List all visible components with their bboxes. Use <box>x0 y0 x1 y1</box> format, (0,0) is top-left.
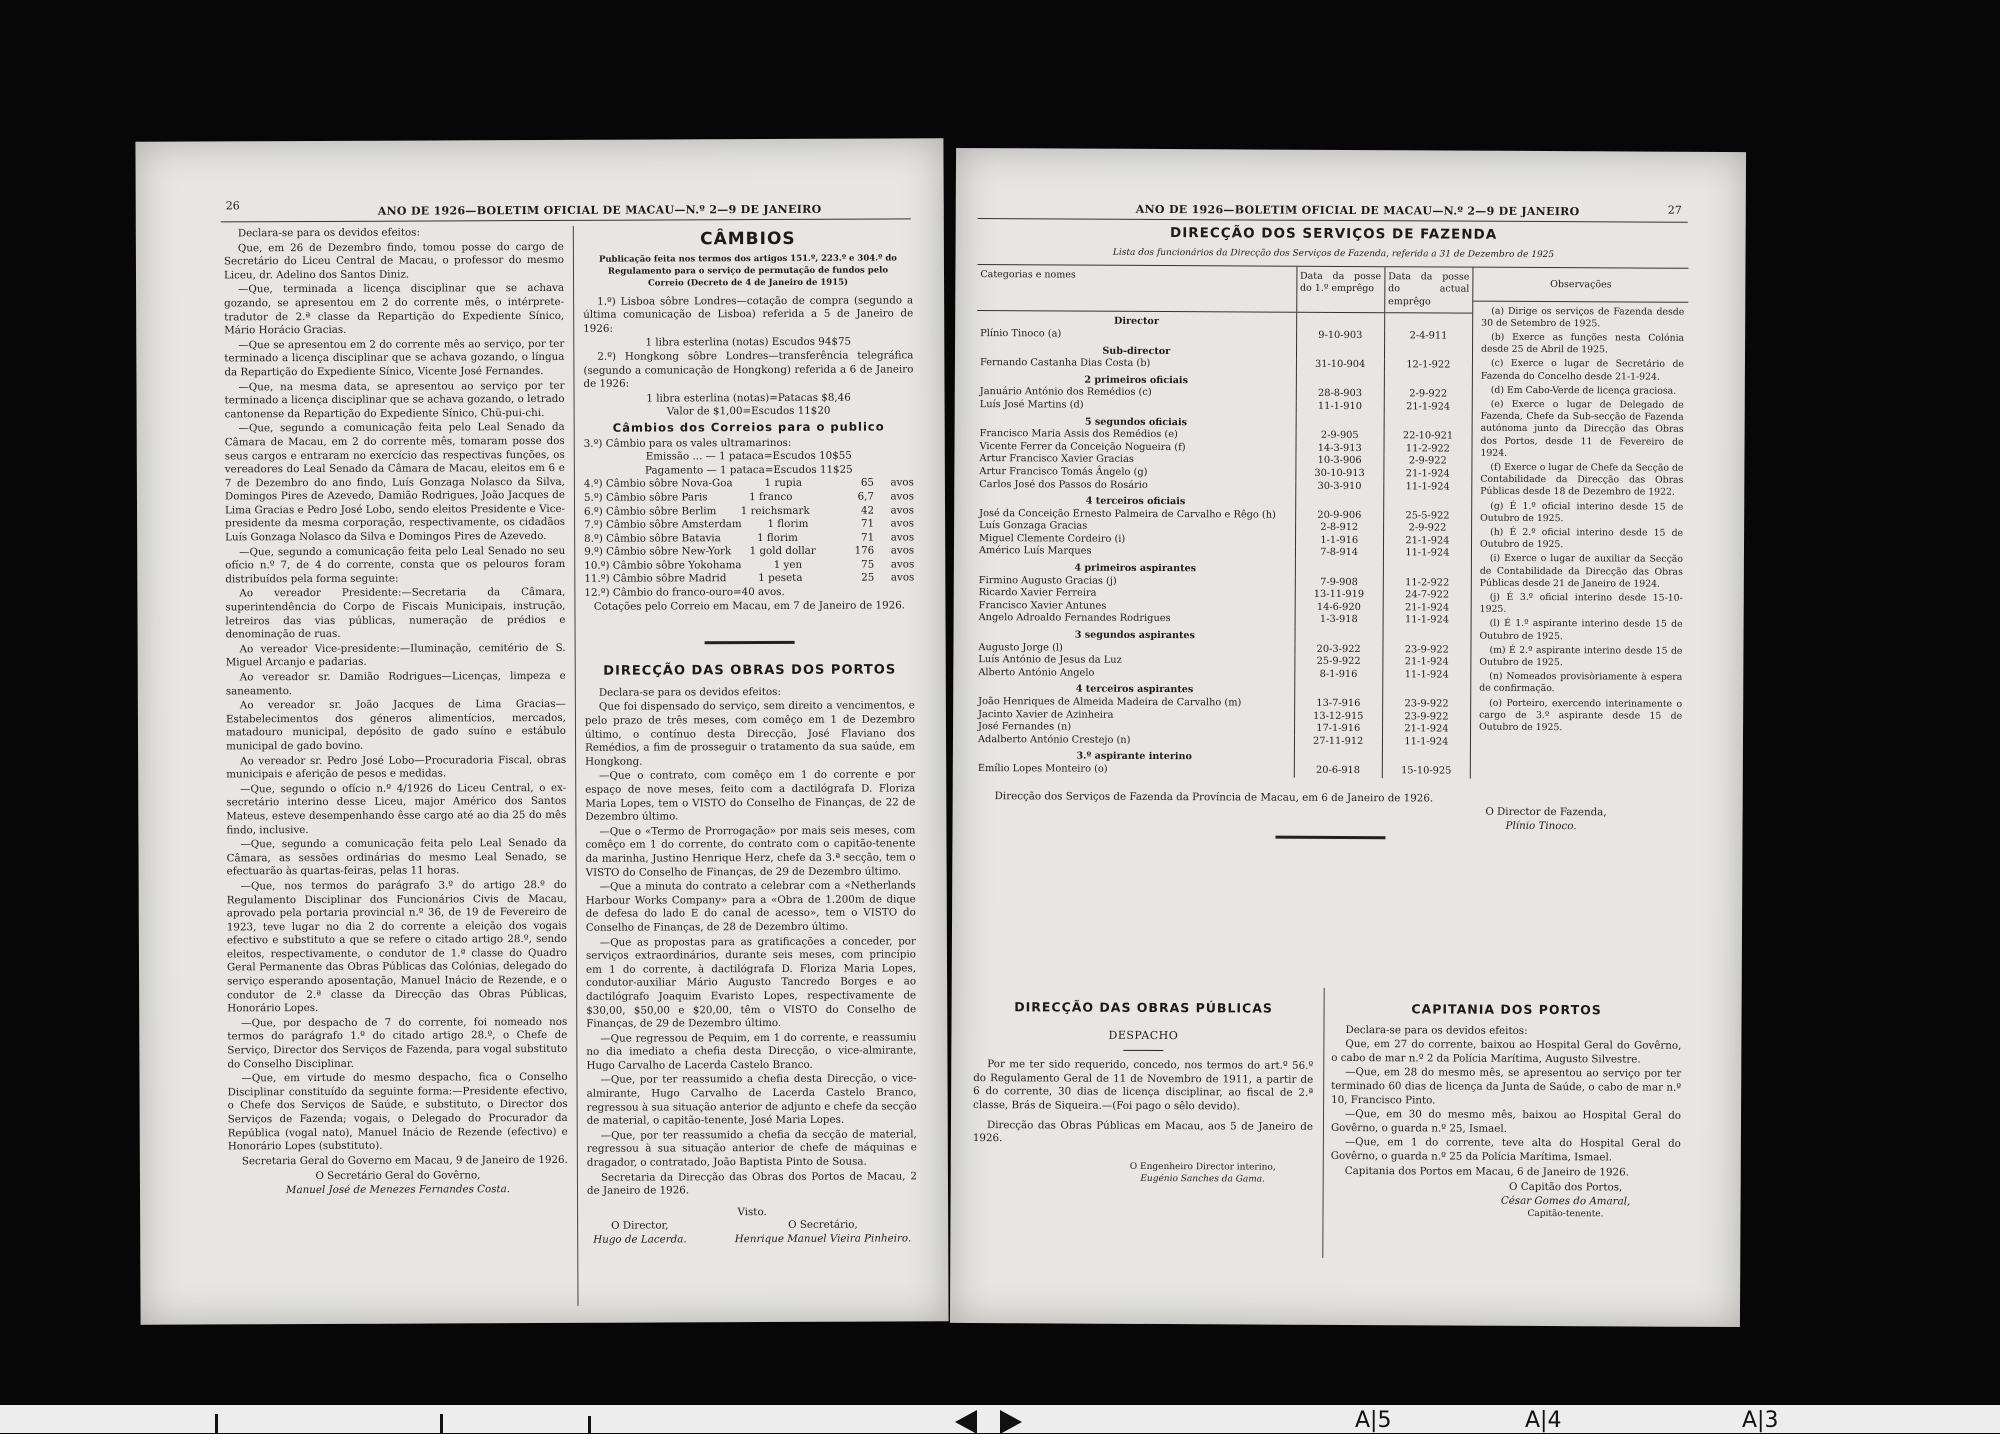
first-appointment-date: 20-9-906 <box>1295 509 1383 522</box>
observation-note: (d) Em Cabo-Verde de licença graciosa. <box>1490 384 1677 397</box>
observation-note: (h) É 2.º oficial interino desde 15 de Outubro de 1925. <box>1479 526 1684 551</box>
strip-tick <box>215 1414 218 1433</box>
obras-publicas-section <box>973 994 1314 1186</box>
current-appointment-date: 23-9-922 <box>1382 711 1470 724</box>
current-appointment-date: 21-1-924 <box>1382 723 1470 736</box>
paragraph: Declara-se para os devidos efeitos: <box>237 226 420 240</box>
paragraph: —Que, segundo a comunicação feita pelo Leal Senado da Câmara de Macau, em 2 do corrente mês, tomaram posse dos seus cargos e entraram no exercício das respectivas funções, os vereadores do Leal Senado da Câmara de Macau, eleitos em 6 e 7 de Dezembro do ano findo, Luís Gonzaga Nolasco da Silva, Domingos Pires de Azevedo, Damião Rodrigues, João Jacques de Lima Gracias e Pedro José Lobo, sendo eleitos Presidente e Vice-presidente da mesma corporação, respectivamente, os cidadãos Luís Gonzaga Nolasco da Silva e Domingos Pires de Azevedo. <box>224 421 566 544</box>
capitania-sign-name: César Gomes do Amaral, <box>1500 1194 1631 1208</box>
employee-name: Fernando Castanha Dias Costa (b) <box>979 357 1151 370</box>
paragraph: Declara-se para os devidos efeitos: <box>1345 1023 1528 1037</box>
cambio-3-pagamento: Pagamento — 1 pataca=Escudos 11$25 <box>644 463 853 477</box>
paragraph: —Que, nos termos do parágrafo 3.º do artigo 28.º do Regulamento Disciplinar dos Funcionários Civis de Macau, aprovado pela portaria provincial n.º 36, de 19 de Fevereiro de 1923, teve lugar no dia 2 do corrente a eleição dos vogais efectivo e substituto a que se refere o citado artigo 28.º, sendo eleitos, respectivamente, o condutor de 1.ª classe do Quadro Geral Permanente das Obras Públicas das Colónias, delegado do serviço esperando aposentação, Manuel Inácio de Rezende, e o condutor de 2.ª classe da Direcção das Obras Públicas, Honorário Lopes. <box>226 878 568 1015</box>
fazenda-footer: Direcção dos Serviços de Fazenda da Província de Macau, em 6 de Janeiro de 1926. <box>994 789 1434 805</box>
rate-currency: avos <box>890 503 915 516</box>
employee-name: Francisco Xavier Antunes <box>978 599 1107 612</box>
current-appointment-date: 11-1-924 <box>1384 481 1472 494</box>
correios-title: Câmbios dos Correios para o publico <box>612 419 885 435</box>
header-rule <box>978 218 1688 223</box>
rate-currency: avos <box>890 558 915 571</box>
current-appointment-date: 2-4-911 <box>1384 330 1472 343</box>
employee-name: Emílio Lopes Monteiro (o) <box>977 763 1108 775</box>
employee-name: José da Conceição Ernesto Palmeira de Carvalho e Rêgo (h) <box>979 507 1276 521</box>
first-appointment-date: 1-1-916 <box>1295 535 1383 548</box>
rate-row <box>584 572 914 587</box>
rate-value: 71 <box>860 517 875 530</box>
category-label: 2 primeiros oficiais <box>1084 374 1189 386</box>
observation-note: (e) Exerce o lugar de Delegado de Fazenda, Chefe da Sub-secção de Fazenda autónoma junto da Direcção das Obras dos Portos, desde 11 de Fevereiro de 1924. <box>1480 398 1684 459</box>
category-label: 4 terceiros aspirantes <box>1075 683 1194 696</box>
rate-unit: 1 yen <box>773 558 803 571</box>
fazenda-sign-title: O Director de Fazenda, <box>1485 805 1607 819</box>
employee-name: Luís António de Jesus da Luz <box>978 654 1122 667</box>
first-appointment-date: 14-6-920 <box>1295 602 1383 615</box>
strip-tick <box>440 1414 443 1433</box>
paragraph: Secretaria da Direcção das Obras dos Portos de Macau, 2 de Janeiro de 1926. <box>586 1169 917 1198</box>
cambio-3: 3.º) Câmbio para os vales ultramarinos: <box>583 436 792 450</box>
rate-unit: 1 reichsmark <box>740 504 810 517</box>
page-header: ANO DE 1926—BOLETIM OFICIAL DE MACAU—N.º 2—9 DE JANEIRO <box>377 202 822 218</box>
current-appointment-date: 2-9-922 <box>1383 522 1471 535</box>
observation-note: (o) Porteiro, exercendo interinamente o cargo de 3.º aspirante desde 15 de Outubro de 1925. <box>1479 697 1683 734</box>
current-appointment-date: 24-7-922 <box>1383 589 1471 602</box>
paragraph: —Que, segundo a comunicação feita pelo Leal Senado no seu ofício n.º 7, de 4 do corrente, consta que os pelouros foram distribuídos pela forma seguinte: <box>225 544 566 586</box>
current-appointment-date: 23-9-922 <box>1383 644 1471 657</box>
paragraph: —Que o «Termo de Prorrogação» por mais seis meses, com comêço em 1 do corrente, do contrato com o capitão-tenente da marinha, Justino Henrique Herz, chefe da 3.ª secção, tem o VISTO do Conselho de Finanças, de 29 de Dezembro último. <box>585 824 916 879</box>
declarations-column <box>224 226 568 1198</box>
column-divider <box>1322 988 1324 1258</box>
paragraph: Secretaria Geral do Governo em Macau, 9 de Janeiro de 1926. <box>241 1153 568 1168</box>
current-appointment-date: 22-10-921 <box>1384 430 1472 443</box>
observation-note: (m) É 2.º aspirante interino desde 15 de Outubro de 1925. <box>1479 644 1683 669</box>
current-appointment-date: 11-1-924 <box>1383 615 1471 628</box>
obras-portos-title: DIRECÇÃO DAS OBRAS DOS PORTOS <box>603 662 897 679</box>
rate-currency: avos <box>890 476 914 489</box>
rate-unit: 1 rupia <box>764 477 802 490</box>
rate-name: 10.º) Câmbio sôbre Yokohama <box>584 559 742 572</box>
cambio-1-value: 1 libra esterlina (notas) Escudos 94$75 <box>645 336 852 349</box>
header-rule <box>221 218 911 222</box>
rate-row <box>584 531 914 546</box>
first-appointment-date: 28-8-903 <box>1296 388 1384 401</box>
rate-currency: avos <box>890 490 915 503</box>
strip-tick <box>588 1416 591 1433</box>
rate-value: 6,7 <box>857 490 875 503</box>
paragraph: —Que, terminada a licença disciplinar que se achava gozando, se apresentou em 2 do corrente mês, o intérprete-tradutor de 2.ª classe da Repartição do Expediente Sínico, Mário Horácio Gracias. <box>224 282 565 337</box>
paragraph: —Que, por despacho de 7 do corrente, foi nomeado nos termos do parágrafo 1.º do citado artigo 28.º, o Chefe de Serviço, Director dos Serviços de Fazenda, para vogal substituto do Conselho Disciplinar. <box>227 1015 568 1071</box>
first-appointment-date: 13-7-916 <box>1294 698 1382 711</box>
employee-name: Augusto Jorge (l) <box>978 641 1063 654</box>
secretario-name: Henrique Manuel Vieira Pinheiro. <box>734 1232 912 1246</box>
capitania-text <box>1331 1024 1682 1180</box>
rate-row <box>584 545 914 560</box>
current-appointment-date: 21-1-924 <box>1383 535 1471 548</box>
rate-unit: 1 florim <box>757 531 798 544</box>
first-appointment-date: 14-3-913 <box>1296 442 1384 455</box>
employee-name: Carlos José dos Passos do Rosário <box>979 478 1148 491</box>
current-appointment-date: 12-1-922 <box>1384 359 1472 372</box>
rate-value: 71 <box>861 531 875 544</box>
rate-currency: avos <box>890 531 915 544</box>
obras-publicas-title: DIRECÇÃO DAS OBRAS PÚBLICAS <box>1014 999 1273 1016</box>
category-label: Sub-director <box>1102 345 1171 357</box>
paragraph: —Que se apresentou em 2 do corrente mês ao serviço, por ter terminado a licença disciplinar que se achava gozando, o língua da Repartição do Expediente Sínico, Vicente José Fernandes. <box>224 337 565 379</box>
first-appointment-date: 20-3-922 <box>1295 643 1383 656</box>
rate-row <box>584 477 914 492</box>
paragraph: —Que o contrato, com comêço em 1 do corrente e por espaço de nove meses, feito com a dactilógrafa D. Floriza Maria Lopes, tem o VISTO do Conselho de Finanças, de 22 de Dezembro último. <box>585 768 916 823</box>
rate-unit: 1 florim <box>767 517 809 531</box>
paragraph: —Que, segundo a comunicação feita pelo Leal Senado da Câmara, as sessões ordinárias do mesmo Leal Senado, se efectuarão às quartas-feiras, pelas 11 horas. <box>226 837 567 878</box>
first-appointment-date: 27-11-912 <box>1294 735 1382 748</box>
first-appointment-date: 7-9-908 <box>1295 576 1383 589</box>
first-appointment-date: 25-9-922 <box>1294 656 1382 669</box>
first-appointment-date: 30-10-913 <box>1295 468 1383 481</box>
page-header: ANO DE 1926—BOLETIM OFICIAL DE MACAU—N.º 2—9 DE JANEIRO <box>1135 202 1580 219</box>
category-label: 3.º aspirante interino <box>1076 750 1192 763</box>
first-appointment-date: 31-10-904 <box>1296 359 1384 372</box>
paragraph: Que foi dispensado do serviço, sem direito a vencimentos, e pelo prazo de três meses, com comêço em 1 de Dezembro último, o contínuo desta Direcção, José Flaviano dos Remédios, a fim de prosseguir o tratamento da sua saúde, em Hongkong. <box>584 699 916 768</box>
rate-name: 5.º) Câmbio sôbre Paris <box>583 491 708 504</box>
employee-name: Adalberto António Crestejo (n) <box>977 733 1131 746</box>
obras-portos-text <box>585 685 917 1198</box>
first-appointment-date: 2-8-912 <box>1295 522 1383 535</box>
capitania-section <box>1330 996 1681 1221</box>
employee-name: Francisco Maria Assis dos Remédios (e) <box>979 428 1178 441</box>
first-appointment-date: 20-6-918 <box>1294 765 1382 778</box>
observation-note: (n) Nomeados provisòriamente à espera de confirmação. <box>1479 671 1683 695</box>
current-appointment-date: 11-2-922 <box>1384 443 1472 456</box>
employee-name: Januário António dos Remédios (c) <box>979 386 1152 399</box>
cambios-title: CÂMBIOS <box>700 228 796 250</box>
despacho-title: DESPACHO <box>1108 1028 1179 1042</box>
cambios-column <box>583 224 917 1247</box>
obras-publicas-sign-title: O Engenheiro Director interino, <box>1129 1161 1276 1173</box>
category-label: 3 segundos aspirantes <box>1074 629 1195 642</box>
rate-value: 75 <box>861 558 875 571</box>
rate-value: 176 <box>854 544 875 557</box>
header-observacoes: Observações <box>1473 266 1688 302</box>
paragraph: —Que, em 28 do mesmo mês, se apresentou ao serviço por ter terminado 60 dias de licença da Junta de Saúde, o cabo de mar n.º 10, Francisco Pinto. <box>1331 1066 1682 1107</box>
current-appointment-date: 11-2-922 <box>1383 577 1471 590</box>
current-appointment-date: 11-1-924 <box>1382 736 1470 749</box>
header-data-2: Data da posse do actual emprêgo <box>1385 266 1473 313</box>
paragraph: Capitania dos Portos em Macau, 6 de Janeiro de 1926. <box>1344 1164 1629 1179</box>
first-appointment-date: 7-8-914 <box>1295 547 1383 560</box>
paragraph: —Que, por ter reassumido a chefia desta Direcção, o vice-almirante, Hugo Carvalho de Lacerda Castelo Branco, regressou à sua situação anterior de adjunto e chefe da secção de material, o capitão-tenente, José Maria Lopes. <box>586 1072 917 1128</box>
rate-unit: 1 gold dollar <box>749 545 816 558</box>
left-page <box>135 138 948 1325</box>
employee-name: Artur Francisco Xavier Gracias <box>979 453 1134 466</box>
observation-note: (i) Exerce o lugar de auxiliar da Secção de Contabilidade da Direcção das Obras Públicas desde 21 de Janeiro de 1924. <box>1479 553 1683 590</box>
rate-unit: 1 franco <box>749 490 793 504</box>
first-appointment-date: 17-1-916 <box>1294 723 1382 736</box>
current-appointment-date: 2-9-922 <box>1384 455 1472 468</box>
signature-name: Manuel José de Menezes Fernandes Costa. <box>285 1183 511 1197</box>
header-categorias: Categorias e nomes <box>977 264 1296 312</box>
section-separator <box>705 641 795 644</box>
fazenda-title: DIRECÇÃO DOS SERVIÇOS DE FAZENDA <box>1169 225 1498 243</box>
observation-note: (c) Exerce o lugar de Secretário de Fazenda do Concelho desde 21-1-924. <box>1480 358 1684 383</box>
observation-note: (f) Exerce o lugar de Chefe da Secção de Contabilidade da Direcção das Obras Públicas desde 18 de Dezembro de 1922. <box>1480 461 1684 499</box>
employee-name: Miguel Clemente Cordeiro (i) <box>979 532 1126 545</box>
cambio-1: 1.º) Lisboa sôbre Londres—cotação de compra (segundo a última comunicação de Lisboa) referida a 5 de Janeiro de 1926: <box>583 293 914 335</box>
first-appointment-date: 13-11-919 <box>1295 589 1383 602</box>
current-appointment-date: 23-9-922 <box>1382 698 1470 711</box>
page-number: 27 <box>1667 203 1682 217</box>
strip-mark: A|3 <box>1742 1408 1779 1433</box>
rate-name: 11.º) Câmbio sôbre Madrid <box>584 572 727 586</box>
column-divider <box>573 226 579 1306</box>
employee-name: Firmino Augusto Gracias (j) <box>978 574 1117 587</box>
current-appointment-date: 25-5-922 <box>1383 510 1471 523</box>
paragraph: —Que as propostas para as gratificações a conceder, por serviços extraordinários, durante seis meses, com princípio em 1 do corrente, à dactilógrafa D. Floriza Maria Lopes, condutor-auxiliar Mário Augusto Tancredo Borges e ao dactilógrafo Joaquim Evaristo Lopes, respectivamente de $30,00, $50,00 e $20,00, têm o VISTO do Conselho de Finanças, de 29 de Dezembro último. <box>585 934 917 1030</box>
employee-name: Artur Francisco Tomás Ângelo (g) <box>979 465 1148 478</box>
paragraph: —Que, em 1 do corrente, teve alta do Hospital Geral do Govêrno, o guarda n.º 25 da Polícia Marítima, Ismael. <box>1330 1136 1681 1164</box>
cambio-2-value-1: 1 libra esterlina (notas)=Patacas $8,46 <box>646 391 851 405</box>
secretario-title: O Secretário, <box>788 1219 858 1232</box>
rate-name: 7.º) Câmbio sôbre Amsterdam <box>584 518 742 531</box>
rates-list <box>584 477 914 587</box>
rate-currency: avos <box>890 517 915 530</box>
employee-name: Alberto António Angelo <box>978 666 1095 679</box>
paragraph: —Que, na mesma data, se apresentou ao serviço por ter terminado a licença disciplinar que se achava gozando, o letrado cantonense da Repartição do Expediente Sínico, Chü-pui-chi. <box>224 379 565 421</box>
rate-name: 4.º) Câmbio sôbre Nova-Goa <box>583 477 733 491</box>
current-appointment-date: 2-9-922 <box>1384 389 1472 402</box>
observation-note: (b) Exerce as funções nesta Colónia desde 25 de Abril de 1925. <box>1481 331 1685 356</box>
capitania-sign-rank: Capitão-tenente. <box>1527 1209 1604 1220</box>
employee-name: Ricardo Xavier Ferreira <box>978 587 1097 599</box>
paragraph: —Que, em virtude do mesmo despacho, fica o Conselho Disciplinar constituído da seguinte forma:—Presidente efectivo, o Chefe dos Serviços de Saúde, e substituto, o Director dos Serviços de Fazenda; vogais, o Delegado do Procurador da República (vogal nato), Manuel Inácio de Rezende (efectivo) e Honorário Lopes (substituto). <box>227 1071 568 1153</box>
rate-currency: avos <box>890 571 915 584</box>
current-appointment-date: 11-1-924 <box>1383 548 1471 561</box>
paragraph: Ao vereador sr. Pedro José Lobo—Procuradoria Fiscal, obras municipais e aferição de pesos e medidas. <box>226 753 567 781</box>
declarations-text <box>224 226 568 1169</box>
paragraph: Que, em 27 do corrente, baixou ao Hospital Geral do Govêrno, o cabo de mar n.º 2 da Polícia Marítima, Augusto Silvestre. <box>1331 1038 1682 1066</box>
fazenda-sign-name: Plínio Tinoco. <box>1505 819 1577 832</box>
observation-note: (j) É 3.º oficial interino desde 15-10-1925. <box>1479 591 1683 616</box>
paragraph: Ao vereador sr. Damião Rodrigues—Licenças, limpeza e saneamento. <box>225 669 566 697</box>
current-appointment-date: 21-1-924 <box>1384 468 1472 481</box>
cambio-3-emissao: Emissão ... — 1 pataca=Escudos 10$55 <box>645 449 852 463</box>
signature-title: O Secretário Geral do Govêrno, <box>315 1169 481 1183</box>
cambios-subtitle: Publicação feita nos termos dos artigos 151.º, 223.º e 304.º do Regulamento para o serviço de permutação de fundos pelo Correio (Decreto de 4 de Janeiro de 1915) <box>598 253 897 289</box>
paragraph: Ao vereador Vice-presidente:—Iluminação, cemitério de S. Miguel Arcanjo e padarias. <box>225 641 566 669</box>
paragraph: —Que, por ter reassumido a chefia da secção de material, regressou à sua situação anterior de chefe de máquinas e dragador, o contratado, João Baptista Pinto de Sousa. <box>586 1128 917 1169</box>
cambio-2: 2.º) Hongkong sôbre Londres—transferência telegráfica (segundo a comunicação de Hongkong) referida a 6 de Janeiro de 1926: <box>583 349 914 390</box>
strip-mark: A|5 <box>1355 1408 1392 1433</box>
current-appointment-date: 15-10-925 <box>1382 765 1470 778</box>
capitania-sign-title: O Capitão dos Portos, <box>1508 1180 1623 1194</box>
rate-name: 9.º) Câmbio sôbre New-York <box>584 545 732 559</box>
despacho-date: Direcção das Obras Públicas em Macau, aos 5 de Janeiro de 1926. <box>972 1118 1313 1145</box>
employee-name: João Henriques de Almeida Madeira de Carvalho (m) <box>978 696 1242 709</box>
rate-unit: 1 peseta <box>758 572 803 585</box>
signatures-row <box>587 1219 917 1248</box>
current-appointment-date: 21-1-924 <box>1384 401 1472 414</box>
observation-note: (l) É 1.º aspirante interino desde 15 de Outubro de 1925. <box>1479 618 1683 642</box>
rate-row <box>584 517 914 532</box>
rate-name: 8.º) Câmbio sôbre Batavia <box>584 531 721 545</box>
first-appointment-date: 30-3-910 <box>1295 480 1383 493</box>
despacho-text: Por me ter sido requerido, concedo, nos termos do art.º 56.º do Regulamento Geral de 11 de Novembro de 1911, a partir de 6 do corrente, 30 dias de licença disciplinar, ao fiscal de 2.ª classe, Brás de Siqueira.—(Foi pago o sêlo devido). <box>973 1058 1314 1113</box>
strip-mark: A|4 <box>1525 1408 1562 1433</box>
table-row <box>975 763 1470 778</box>
first-appointment-date: 11-1-910 <box>1296 401 1384 414</box>
obras-publicas-sign-name: Eugénio Sanches da Gama. <box>1140 1173 1266 1185</box>
rate-row <box>584 504 914 519</box>
paragraph: Declara-se para os devidos efeitos: <box>598 685 781 699</box>
rate-row <box>584 558 914 573</box>
paragraph: —Que, segundo o ofício n.º 4/1926 do Liceu Central, o ex-secretário interino desse Liceu, major Américo dos Santos Mateus, esteve desempenhando êsse cargo até ao dia 25 do mês findo, inclusive. <box>226 781 567 836</box>
capitania-title: CAPITANIA DOS PORTOS <box>1411 1001 1602 1018</box>
page-number: 26 <box>225 199 240 213</box>
despacho-separator <box>1123 1050 1163 1051</box>
director-title: O Director, <box>611 1219 669 1233</box>
first-appointment-date: 2-9-905 <box>1296 430 1384 443</box>
employee-name: Luís Gonzaga Gracias <box>979 520 1088 532</box>
first-appointment-date: 10-3-906 <box>1296 455 1384 468</box>
first-appointment-date: 1-3-918 <box>1295 614 1383 627</box>
observacoes-column <box>1470 266 1689 779</box>
paragraph: Que, em 26 de Dezembro findo, tomou posse do cargo de Secretário do Liceu Central de Macau, o professor do mesmo Liceu, dr. Adelino dos Santos Diniz. <box>223 240 564 282</box>
paragraph: —Que, em 30 do mesmo mês, baixou ao Hospital Geral do Govêrno, o guarda n.º 25, Ismael. <box>1330 1108 1682 1135</box>
employee-name: Américo Luís Marques <box>978 545 1092 558</box>
staff-table <box>975 264 1473 779</box>
employee-name: José Fernandes (n) <box>978 721 1072 733</box>
strip-arrow-left-icon <box>955 1410 977 1434</box>
right-page <box>950 148 1746 1327</box>
first-appointment-date: 9-10-903 <box>1296 330 1384 343</box>
employee-name: Vicente Ferrer da Conceição Nogueira (f) <box>979 440 1186 453</box>
employee-name: Plínio Tinoco (a) <box>980 328 1062 340</box>
observation-note: (g) É 1.º oficial interino desde 15 de Outubro de 1925. <box>1480 500 1684 524</box>
rate-value: 25 <box>861 572 875 585</box>
rate-currency: avos <box>890 544 915 557</box>
paragraph: Ao vereador Presidente:—Secretaria da Câmara, superintendência do Corpo de Fiscais Municipais, instrução, letreiros das vias públicas, numeração de prédios e denominação de ruas. <box>225 586 566 641</box>
paragraph: —Que a minuta do contrato a celebrar com a «Netherlands Harbour Works Company» para a «Obra de 1.200m de dique de defesa do lado E do canal de acesso», tem o VISTO do Conselho de Finanças, de 28 de Dezembro último. <box>585 879 916 934</box>
employee-name: Angelo Adroaldo Fernandes Rodrigues <box>978 612 1171 625</box>
rate-name: 6.º) Câmbio sôbre Berlim <box>584 504 717 518</box>
rate-value: 65 <box>860 476 874 489</box>
category-label: Director <box>1114 316 1159 328</box>
category-label: 5 segundos oficiais <box>1084 416 1188 428</box>
header-data-1: Data da posse do 1.º emprêgo <box>1296 266 1384 313</box>
staff-table-wrap <box>975 264 1690 780</box>
category-label: 4 terceiros oficiais <box>1085 495 1186 508</box>
first-appointment-date: 13-12-915 <box>1294 710 1382 723</box>
visto: Visto. <box>737 1205 767 1218</box>
fazenda-subtitle: Lista dos funcionários da Direcção dos Serviços de Fazenda, referida a 31 de Dezembro de 1925 <box>1112 247 1555 260</box>
category-label: 4 primeiros aspirantes <box>1074 562 1197 575</box>
paragraph: Ao vereador sr. João Jacques de Lima Gracias—Estabelecimentos dos géneros alimentícios, mercados, matadouro municipal, depósito de gado suíno e estábulo municipal de gado bovino. <box>225 698 567 753</box>
employee-name: Jacinto Xavier de Azinheira <box>978 708 1114 721</box>
observation-note: (a) Dirige os serviços de Fazenda desde 30 de Setembro de 1925. <box>1481 305 1685 330</box>
observacoes-list <box>1471 301 1688 735</box>
section-separator <box>1275 836 1385 840</box>
strip-arrow-right-icon <box>1000 1410 1022 1434</box>
cambio-2-value-2: Valor de $1,00=Escudos 11$20 <box>666 405 831 418</box>
first-appointment-date: 8-1-916 <box>1294 669 1382 682</box>
cotacoes-date: Cotações pelo Correio em Macau, em 7 de Janeiro de 1926. <box>593 599 906 613</box>
paragraph: —Que regressou de Pequim, em 1 do corrente, e reassumiu no dia imediato a chefia desta Direcção, o vice-almirante, Hugo Carvalho de Lacerda Castelo Branco. <box>586 1031 917 1072</box>
current-appointment-date: 11-1-924 <box>1383 669 1471 682</box>
rate-row <box>584 490 914 505</box>
current-appointment-date: 21-1-924 <box>1383 602 1471 615</box>
employee-name: Luís José Martins (d) <box>979 399 1084 411</box>
fazenda-section <box>974 224 1689 851</box>
rate-value: 42 <box>860 504 875 517</box>
current-appointment-date: 21-1-924 <box>1383 656 1471 669</box>
director-name: Hugo de Lacerda. <box>593 1233 687 1246</box>
cambio-12: 12.º) Câmbio do franco-ouro=40 avos. <box>584 586 785 599</box>
